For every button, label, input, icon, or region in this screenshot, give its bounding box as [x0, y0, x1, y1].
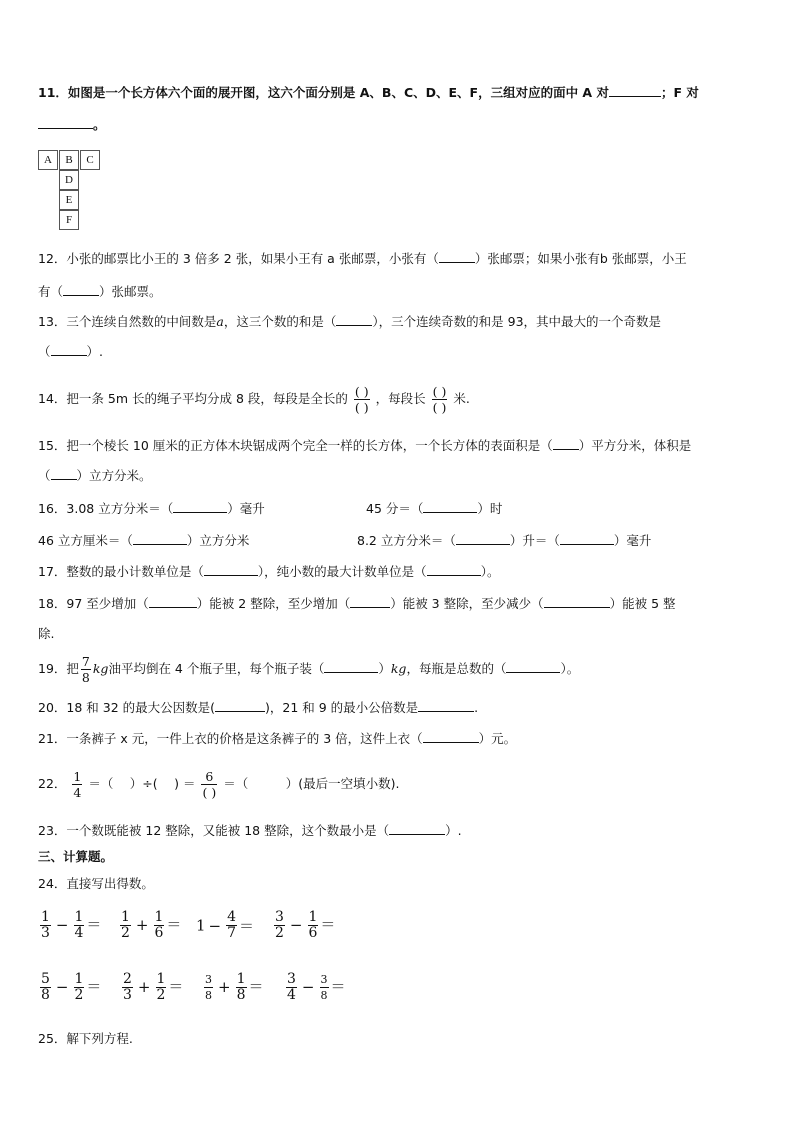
- question-11-line-2: 。: [38, 116, 106, 133]
- answer-blank: [506, 660, 560, 673]
- answer-blank: [133, 532, 187, 545]
- question-25: 25．解下列方程.: [38, 1031, 133, 1046]
- question-18-line-2: 除.: [38, 626, 55, 641]
- question-16-part-b: 45 分＝（ ）时: [366, 501, 503, 516]
- answer-blank: [389, 822, 445, 835]
- answer-blank: [427, 563, 481, 576]
- answer-blank: [149, 595, 197, 608]
- answer-blank: [553, 437, 579, 450]
- answer-blank: [204, 563, 258, 576]
- answer-blank: [38, 116, 93, 129]
- section-three-heading: 三、计算题。: [38, 849, 114, 864]
- answer-blank: [423, 730, 479, 743]
- answer-blank: [418, 699, 474, 712]
- calc-item: $\frac{5}{8}$ − $\frac{1}{2}$ ＝: [41, 971, 102, 1003]
- net-face-e: E: [59, 190, 79, 210]
- question-17: 17．整数的最小计数单位是（ ），纯小数的最大计数单位是（ ）。: [38, 564, 500, 579]
- question-11-line-1: 11．如图是一个长方体六个面的展开图，这六个面分别是 A、B、C、D、E、F，三组对应的面中 A 对 ；F 对: [38, 85, 699, 100]
- question-14: 14．把一条 5m 长的绳子平均分成 8 段，每段是全长的 ( ) ( ) ，每段长 ( ) ( ) 米.: [38, 384, 470, 415]
- answer-blank: [609, 84, 661, 97]
- answer-blank: [63, 283, 99, 296]
- question-15-line-1: 15．把一个棱长 10 厘米的正方体木块锯成两个完全一样的长方体，一个长方体的表面积是（ ）平方分米，体积是: [38, 438, 692, 453]
- answer-blank: [350, 595, 390, 608]
- answer-blank: [173, 500, 227, 513]
- answer-blank: [336, 313, 372, 326]
- question-13-line-2: （ ）.: [38, 344, 103, 359]
- answer-blank: [51, 343, 87, 356]
- question-19: 19．把 $\frac{7}{8}$ kg油平均倒在 4 个瓶子里，每个瓶子装（ ）kg，每瓶是总数的（ ）。: [38, 654, 580, 685]
- question-15-line-2: （ ）立方分米。: [38, 468, 152, 483]
- question-12-line-1: 12．小张的邮票比小王的 3 倍多 2 张，如果小王有 a 张邮票，小张有（ ）张邮票；如果小张有b 张邮票，小王: [38, 251, 687, 266]
- net-face-a: A: [38, 150, 58, 170]
- fraction-blank: ( ) ( ): [354, 384, 369, 415]
- calc-item: $\frac{3}{2}$ − $\frac{1}{6}$ ＝: [275, 909, 336, 941]
- question-12-line-2: 有（ ）张邮票。: [38, 284, 162, 299]
- question-16-part-a: 16．3.08 立方分米＝（ ）毫升: [38, 501, 265, 516]
- answer-blank: [439, 250, 475, 263]
- answer-blank: [215, 699, 265, 712]
- fraction-blank: ( ) ( ): [432, 384, 447, 415]
- question-18-line-1: 18．97 至少增加（ ）能被 2 整除，至少增加（ ）能被 3 整除，至少减少（ ）能被 5 整: [38, 596, 676, 611]
- question-22: 22． $\frac{1}{4}$ ＝（ ）÷( ) ＝ 6 ( ) ＝（ ）(最后一空填小数).: [38, 769, 400, 800]
- calc-item: 1 − $\frac{4}{7}$ ＝: [196, 909, 255, 941]
- answer-blank: [324, 660, 378, 673]
- net-face-f: F: [59, 210, 79, 230]
- question-23: 23．一个数既能被 12 整除，又能被 18 整除，这个数最小是（ ）.: [38, 823, 462, 838]
- fraction-one-quarter: $\frac{1}{4}$: [73, 769, 82, 800]
- answer-blank: [544, 595, 610, 608]
- answer-blank: [560, 532, 614, 545]
- calc-item: $\frac{3}{4}$ − $\frac{3}{8}$ ＝: [287, 971, 346, 1003]
- answer-blank: [423, 500, 477, 513]
- fraction-six-over-blank: 6 ( ): [202, 769, 217, 800]
- answer-blank: [456, 532, 510, 545]
- fraction-seven-eighths: $\frac{7}{8}$: [81, 654, 90, 685]
- net-face-d: D: [59, 170, 79, 190]
- question-13-line-1: 13．三个连续自然数的中间数是a，这三个数的和是（ ），三个连续奇数的和是 93，其中最大的一个奇数是: [38, 314, 662, 329]
- net-face-b: B: [59, 150, 79, 170]
- question-16-part-d: 8.2 立方分米＝（ ）升＝（ ）毫升: [357, 533, 652, 548]
- calc-item: $\frac{3}{8}$ + $\frac{1}{8}$ ＝: [205, 971, 264, 1003]
- calc-item: $\frac{2}{3}$ + $\frac{1}{2}$ ＝: [123, 971, 184, 1003]
- calc-item: $\frac{1}{3}$ − $\frac{1}{4}$ ＝: [41, 909, 102, 941]
- question-24-title: 24．直接写出得数。: [38, 876, 154, 891]
- question-21: 21．一条裤子 x 元，一件上衣的价格是这条裤子的 3 倍，这件上衣（ ）元。: [38, 731, 517, 746]
- question-20: 20．18 和 32 的最大公因数是( )，21 和 9 的最小公倍数是 .: [38, 700, 479, 715]
- net-face-c: C: [80, 150, 100, 170]
- answer-blank: [51, 467, 77, 480]
- calc-item: $\frac{1}{2}$ + $\frac{1}{6}$ ＝: [121, 909, 182, 941]
- question-16-part-c: 46 立方厘米＝（ ）立方分米: [38, 533, 250, 548]
